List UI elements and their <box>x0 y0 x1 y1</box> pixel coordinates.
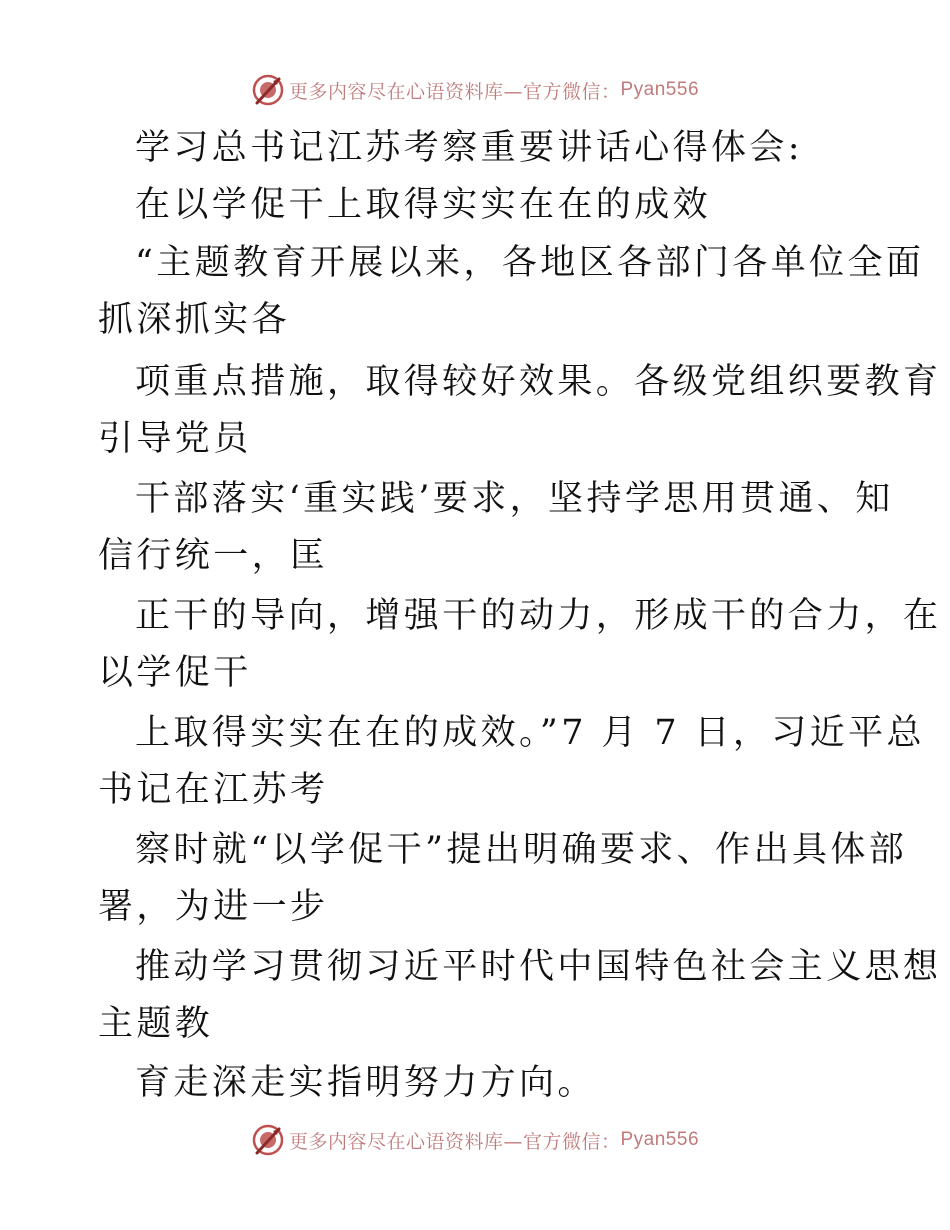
quill-seal-icon <box>251 1123 285 1157</box>
text-line: 主题教 <box>98 1004 214 1044</box>
text-line: 信行统一，匡 <box>98 536 329 576</box>
document-title: 学习总书记江苏考察重要讲话心得体会: <box>135 128 803 168</box>
watermark-text: 更多内容尽在心语资料库—官方微信： <box>288 1130 621 1153</box>
watermark-handle: Pyan556 <box>620 79 700 100</box>
text-line: 干部落实‘重实践’要求，坚持学思用贯通、知 <box>135 479 894 519</box>
text-line: 育走深走实指明努力方向。 <box>135 1063 596 1103</box>
watermark-text: 更多内容尽在心语资料库—官方微信： <box>288 80 621 103</box>
footer-watermark <box>0 1120 950 1160</box>
text-line: 书记在江苏考 <box>98 770 329 810</box>
document-subtitle: 在以学促干上取得实实在在的成效 <box>135 185 712 225</box>
text-line: 察时就“以学促干”提出明确要求、作出具体部 <box>135 830 908 870</box>
text-line: 上取得实实在在的成效。”7 月 7 日，习近平总 <box>135 713 925 753</box>
text-line: 抓深抓实各 <box>98 300 291 340</box>
header-watermark <box>0 70 950 110</box>
text-line: “主题教育开展以来，各地区各部门各单位全面 <box>135 243 925 283</box>
quill-seal-icon <box>251 73 285 107</box>
watermark-handle: Pyan556 <box>620 1129 700 1150</box>
text-line: 项重点措施，取得较好效果。各级党组织要教育 <box>135 362 942 402</box>
text-line: 引导党员 <box>98 419 252 459</box>
text-line: 以学促干 <box>98 653 252 693</box>
text-line: 正干的导向，增强干的动力，形成干的合力，在 <box>135 596 942 636</box>
text-line: 署，为进一步 <box>98 887 329 927</box>
text-line: 推动学习贯彻习近平时代中国特色社会主义思想 <box>135 947 942 987</box>
